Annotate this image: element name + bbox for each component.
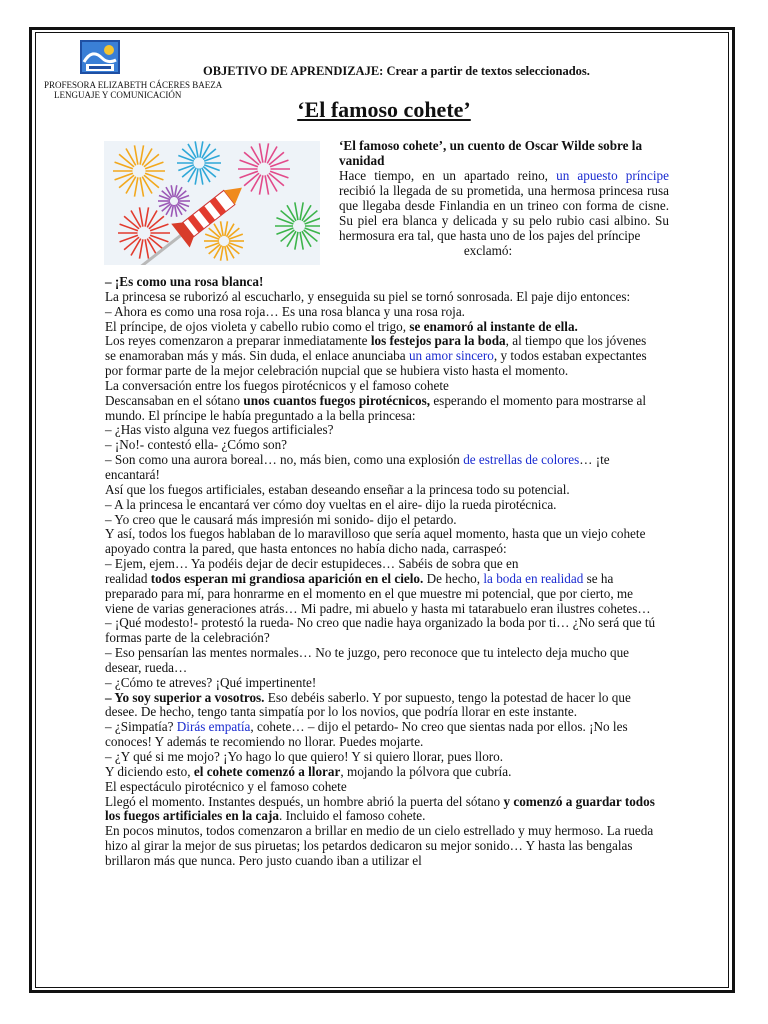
dialogue-line: – Ejem, ejem… Ya podéis dejar de decir estupideces… Sabéis de sobra que en — [105, 556, 519, 572]
subject-name: LENGUAJE Y COMUNICACIÓN — [54, 90, 182, 100]
link-amor-sincero[interactable]: un amor sincero — [408, 348, 494, 364]
paragraph: Así que los fuegos artificiales, estaban deseando enseñar a la princesa todo su potencial. — [105, 481, 570, 497]
text-span: – ¡Es como una rosa blanca! — [105, 274, 264, 289]
dialogue-line: – ¿Has visto alguna vez fuegos artificiales? — [105, 422, 334, 438]
paragraph — [105, 765, 657, 780]
paragraph — [105, 334, 657, 379]
intro-last-line: exclamó: — [463, 243, 513, 258]
learning-objective — [203, 64, 590, 79]
school-crest-logo — [80, 40, 120, 74]
text-span: Eso debéis saberlo. Y por supuesto, tengo la potestad de hacer lo que desee. De hecho, tengo tanta simpatía por lo los novios, que podría llorar en este instante. — [105, 689, 631, 720]
text-span: recibió la llegada de su prometida, una hermosa princesa rusa que llegaba desde Finlandia en un trineo con forma de cisne. Su piel era blanca y delicada y su pelo rubio casi albino. Su hermosura era tal, que hasta uno de los pajes del príncipe — [339, 183, 669, 243]
text-span: – Yo soy superior a vosotros. — [105, 689, 265, 705]
dialogue-line: – ¡No!- contestó ella- ¿Cómo son? — [105, 437, 288, 453]
dialogue-line — [105, 453, 657, 483]
dialogue-line — [105, 275, 657, 290]
intro-section — [339, 138, 669, 258]
text-span: Llegó el momento. Instantes después, un hombre abrió la puerta del sótano — [105, 793, 504, 809]
teacher-name: PROFESORA ELIZABETH CÁCERES BAEZA — [44, 80, 223, 90]
story-body — [105, 275, 657, 869]
section-heading: El espectáculo pirotécnico y el famoso cohete — [105, 778, 347, 794]
objective-text: Crear a partir de textos seleccionados. — [383, 64, 590, 78]
dialogue-line — [105, 720, 657, 750]
section-heading: La conversación entre los fuegos pirotécnicos y el famoso cohete — [105, 377, 449, 393]
dialogue-line: – ¿Y qué si me mojo? ¡Yo hago lo que quiero! Y si quiero llorar, pues lloro. — [105, 749, 504, 764]
text-span: Hace tiempo, en un apartado reino, — [339, 168, 557, 183]
text-span: El príncipe, de ojos violeta y cabello rubio como el trigo, — [105, 318, 410, 334]
link-diras-empatia[interactable]: Dirás empatía — [176, 719, 251, 735]
dialogue-line: – A la princesa le encantará ver cómo doy vueltas en el aire- dijo la rueda pirotécnica. — [105, 496, 557, 512]
text-span: se enamoró al instante de ella. — [409, 318, 578, 334]
dialogue-line: – Yo creo que le causará más impresión mi sonido- dijo el petardo. — [105, 511, 457, 527]
dialogue-line: – Ahora es como una rosa roja… Es una rosa blanca y una rosa roja. — [105, 303, 465, 319]
page-title: ‘El famoso cohete’ — [297, 97, 471, 122]
text-span: esperando el momento para mostrarse al mundo. El príncipe le había preguntado a la bella princesa: — [105, 392, 647, 423]
text-span: Descansaban en el sótano — [105, 392, 244, 408]
dialogue-line — [105, 691, 657, 721]
dialogue-line: – ¡Qué modesto!- protestó la rueda- No creo que nadie haya organizado la boda por ti… ¿No será que tú formas parte de la celebración? — [105, 615, 656, 646]
text-span: el cohete comenzó a llorar — [193, 763, 341, 779]
link-estrellas-de-colores[interactable]: de estrellas de colores — [463, 452, 580, 468]
paragraph — [105, 320, 657, 335]
paragraph: Y así, todos los fuegos hablaban de lo maravilloso que sería aquel momento, hasta que un viejo cohete apoyado contra la pared, que hasta entonces no había dicho nada, carraspeó: — [105, 526, 646, 557]
text-span: De hecho, — [423, 570, 484, 586]
text-span: realidad — [105, 570, 151, 586]
paragraph: La princesa se ruborizó al escucharlo, y enseguida su piel se tornó sonrosada. El paje dijo entonces: — [105, 288, 631, 304]
text-span: y comenzó a guardar todos los fuegos artificiales en la caja — [105, 793, 655, 824]
intro-paragraph — [339, 168, 669, 243]
paragraph — [105, 394, 657, 424]
text-span: , mojando la pólvora que cubría. — [340, 763, 512, 779]
text-span: unos cuantos fuegos pirotécnicos, — [243, 392, 431, 408]
text-span: Los reyes comenzaron a preparar inmediatamente — [105, 333, 371, 349]
text-span: , al tiempo que los jóvenes se enamoraban más y más. Sin duda, el enlace anunciaba — [105, 333, 647, 364]
objective-label: OBJETIVO DE APRENDIZAJE: — [203, 64, 384, 78]
paragraph: En pocos minutos, todos comenzaron a brillar en medio de un cielo estrellado y muy hermoso. La rueda hizo al girar la mejor de sus piruetas; los petardos dedicaron su mejor sonido… Y hasta las bengalas brillaron más que nunca. Pero justo cuando iban a utilizar el — [105, 823, 654, 868]
link-boda-en-realidad[interactable]: la boda en realidad — [483, 570, 584, 586]
text-span: , cohete… – dijo el petardo- No creo que sientas nada por ellos. ¡No les conoces! Y además te recomiendo no llorar. Puedes mojarte. — [105, 719, 628, 750]
text-span: Y diciendo esto, — [105, 763, 194, 779]
text-span: se ha preparado para mí, para honrarme en el momento en el que muestre mi potencial, que por cierto, me viene de varias generaciones atrás… Mi padre, mi abuelo y hasta mi tatarabuelo eran ilustres cohetes… — [105, 570, 651, 616]
dialogue-line: – Eso pensarían las mentes normales… No te juzgo, pero reconoce que tu intelecto deja mucho que desear, rueda… — [105, 645, 630, 675]
text-span: – ¿Simpatía? — [105, 719, 177, 735]
paragraph — [105, 572, 657, 617]
link-apuesto-principe[interactable]: un apuesto príncipe — [556, 168, 669, 183]
fireworks-rocket-illustration — [104, 141, 320, 265]
text-span: – Son como una aurora boreal… no, más bien, como una explosión — [105, 452, 464, 468]
dialogue-line: – ¿Cómo te atreves? ¡Qué impertinente! — [105, 674, 317, 690]
text-span: … ¡te encantará! — [105, 452, 610, 482]
text-span: . Incluido el famoso cohete. — [278, 808, 426, 824]
story-subtitle: ‘El famoso cohete’, un cuento de Oscar Wilde sobre la vanidad — [339, 138, 643, 168]
text-span: todos esperan mi grandiosa aparición en el cielo. — [150, 570, 424, 586]
text-span: , y todos estaban expectantes por formar parte de la mejor celebración nupcial que se hubiera visto hasta el momento. — [105, 348, 647, 379]
paragraph — [105, 795, 657, 825]
text-span: los festejos para la boda — [370, 333, 506, 349]
